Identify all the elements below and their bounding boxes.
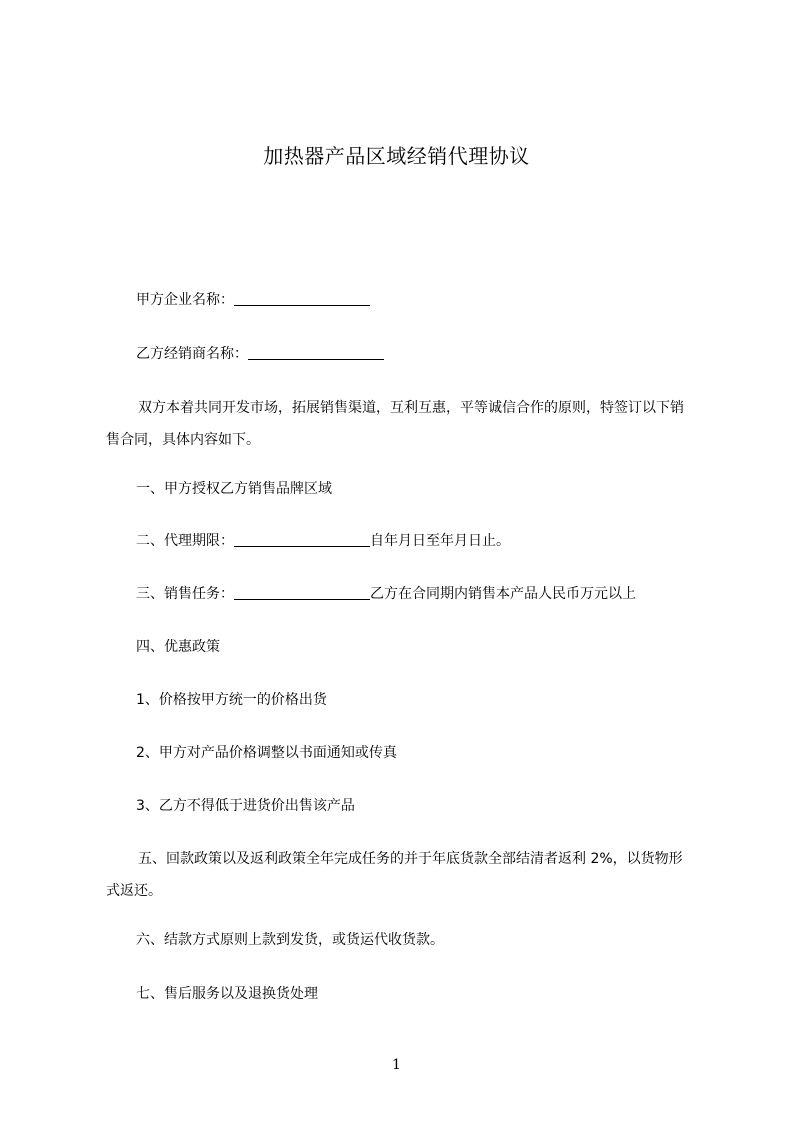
clause-2-blank	[234, 532, 370, 547]
party-b-line	[136, 343, 384, 365]
clause-4: 四、优惠政策	[136, 639, 220, 655]
sub-clause-2: 2、甲方对产品价格调整以书面通知或传真	[136, 745, 397, 761]
sub-clause-3: 3、乙方不得低于进货价出售该产品	[136, 798, 355, 814]
party-b-blank	[248, 345, 384, 360]
clause-2-tail: 自年月日至年月日止。	[370, 533, 510, 549]
party-a-blank	[234, 291, 370, 306]
party-b-label: 乙方经销商名称：	[136, 346, 248, 362]
intro-paragraph: 双方本着共同开发市场，拓展销售渠道，互利互惠，平等诚信合作的原则，特签订以下销售合同，具体内容如下。	[106, 400, 684, 448]
party-a-line	[136, 289, 370, 311]
party-a-label: 甲方企业名称：	[136, 292, 234, 308]
clause-3	[136, 583, 636, 605]
clause-7: 七、售后服务以及退换货处理	[136, 986, 318, 1002]
sub-clause-1: 1、价格按甲方统一的价格出货	[136, 692, 327, 708]
clause-2-label: 二、代理期限：	[136, 533, 234, 549]
clause-5: 五、回款政策以及返利政策全年完成任务的并于年底货款全部结清者返利 2%，以货物形式返还。	[106, 851, 683, 899]
clause-3-blank	[234, 585, 370, 600]
document-title: 加热器产品区域经销代理协议	[263, 144, 530, 168]
clause-3-label: 三、销售任务：	[136, 586, 234, 602]
clause-2	[136, 530, 510, 552]
clause-6: 六、结款方式原则上款到发货，或货运代收货款。	[136, 932, 444, 948]
clause-3-tail: 乙方在合同期内销售本产品人民币万元以上	[370, 586, 636, 602]
clause-1: 一、甲方授权乙方销售品牌区域	[136, 481, 332, 497]
page-number: 1	[392, 1057, 401, 1073]
